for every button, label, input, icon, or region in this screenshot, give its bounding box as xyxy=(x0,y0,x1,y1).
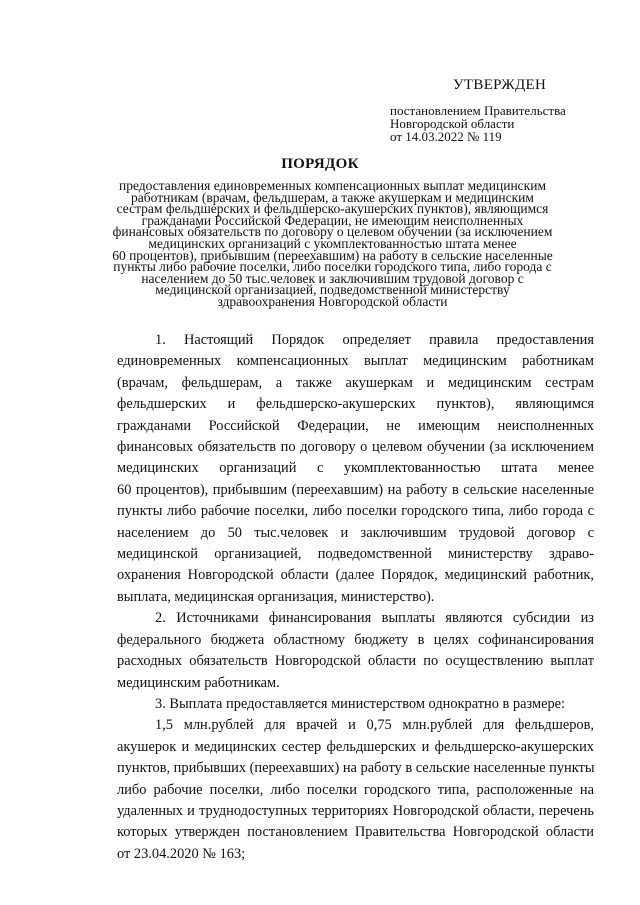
text-line: либо рабочие поселки, либо поселки городского типа, расположенные на xyxy=(117,781,594,798)
text-line: расходных обязательств Новгородской области по осуществлению выплат xyxy=(117,653,594,670)
text-line: которых утвержден постановлением Правительства Новгородской области xyxy=(117,824,594,841)
text-line: медицинским работникам. xyxy=(117,674,280,691)
text-line: охранения Новгородской области (далее Порядок, медицинский работник, xyxy=(117,567,594,584)
subtitle-line: медицинской организацией, подведомственной министерству xyxy=(155,282,510,298)
subtitle-line: пункты либо рабочие поселки, либо поселки городского типа, либо города с xyxy=(113,259,552,275)
text-line: федерального бюджета областному бюджету в целях софинансирования xyxy=(117,631,594,648)
subtitle-line: населением до 50 тыс.человек и заключившим трудовой договор с xyxy=(141,270,524,286)
text-line: (врачам, фельдшерам, а также акушеркам и медицинским сестрам xyxy=(117,374,594,391)
subtitle-line: гражданами Российской Федерации, не имеющим неисполненных xyxy=(141,212,524,228)
text-line: 1,5 млн.рублей для врачей и 0,75 млн.рублей для фельдшеров, xyxy=(155,717,594,734)
approval-line: от 14.03.2022 № 119 xyxy=(390,129,502,144)
approval-title: УТВЕРЖДЕН xyxy=(453,77,547,93)
text-line: 60 процентов), прибывшим (переехавшим) на работу в сельские населенные xyxy=(117,481,594,498)
text-line: от 23.04.2020 № 163; xyxy=(117,845,246,862)
text-line: 3. Выплата предоставляется министерством однократно в размере: xyxy=(155,695,566,712)
subtitle-line: 60 процентов), прибывшим (переехавшим) на работу в сельские населенные xyxy=(112,247,553,263)
text-line: пунктов, прибывших (переехавших) на работу в сельские населенные пункты xyxy=(117,760,595,777)
text-line: выплата, медицинская организация, министерство). xyxy=(117,588,435,605)
subtitle-line: финансовых обязательств по договору о целевом обучении (за исключением xyxy=(112,224,553,240)
approval-line: постановлением Правительства xyxy=(390,103,566,118)
text-line: пункты либо рабочие поселки, либо поселки городского типа, либо города с xyxy=(117,503,594,520)
paragraph-1 xyxy=(117,330,594,608)
paragraph-3 xyxy=(117,694,594,715)
document-body xyxy=(117,330,594,865)
document-title: ПОРЯДОК xyxy=(281,156,359,172)
text-line: населением до 50 тыс.человек и заключившим трудовой договор с xyxy=(117,524,594,541)
document-subtitle xyxy=(60,180,605,308)
text-line: единовременных компенсационных выплат медицинским работникам xyxy=(117,353,594,370)
paragraph-4 xyxy=(117,715,594,865)
approval-block xyxy=(390,76,620,143)
text-line: акушерок и медицинских сестер фельдшерских и фельдшерско-акушерских xyxy=(117,738,594,755)
text-line: 2. Источниками финансирования выплаты являются субсидии из xyxy=(155,610,594,627)
text-line: 1. Настоящий Порядок определяет правила предоставления xyxy=(155,332,594,348)
paragraph-2 xyxy=(117,608,594,694)
subtitle-line: медицинских организаций с укомплектованностью штата менее xyxy=(148,235,517,251)
subtitle-line: предоставления единовременных компенсационных выплат медицинским xyxy=(118,178,547,193)
subtitle-line: здравоохранения Новгородской области xyxy=(217,293,448,309)
text-line: гражданами Российской Федерации, не имеющим неисполненных xyxy=(117,417,594,434)
subtitle-line: сестрам фельдшерских и фельдшерско-акушерских пунктов), являющимся xyxy=(116,201,549,217)
approval-line: Новгородской области xyxy=(390,116,515,131)
text-line: фельдшерских и фельдшерско-акушерских пунктов), являющимся xyxy=(117,396,594,413)
subtitle-line: работникам (врачам, фельдшерам, а также акушеркам и медицинским xyxy=(131,189,534,205)
text-line: медицинской организацией, подведомственной министерству здраво- xyxy=(117,546,594,563)
text-line: финансовых обязательств по договору о целевом обучении (за исключением xyxy=(117,439,594,456)
text-line: медицинских организаций с укомплектованностью штата менее xyxy=(117,460,594,477)
text-line: удаленных и труднодоступных территориях Новгородской области, перечень xyxy=(117,802,594,819)
approval-details xyxy=(390,104,620,143)
